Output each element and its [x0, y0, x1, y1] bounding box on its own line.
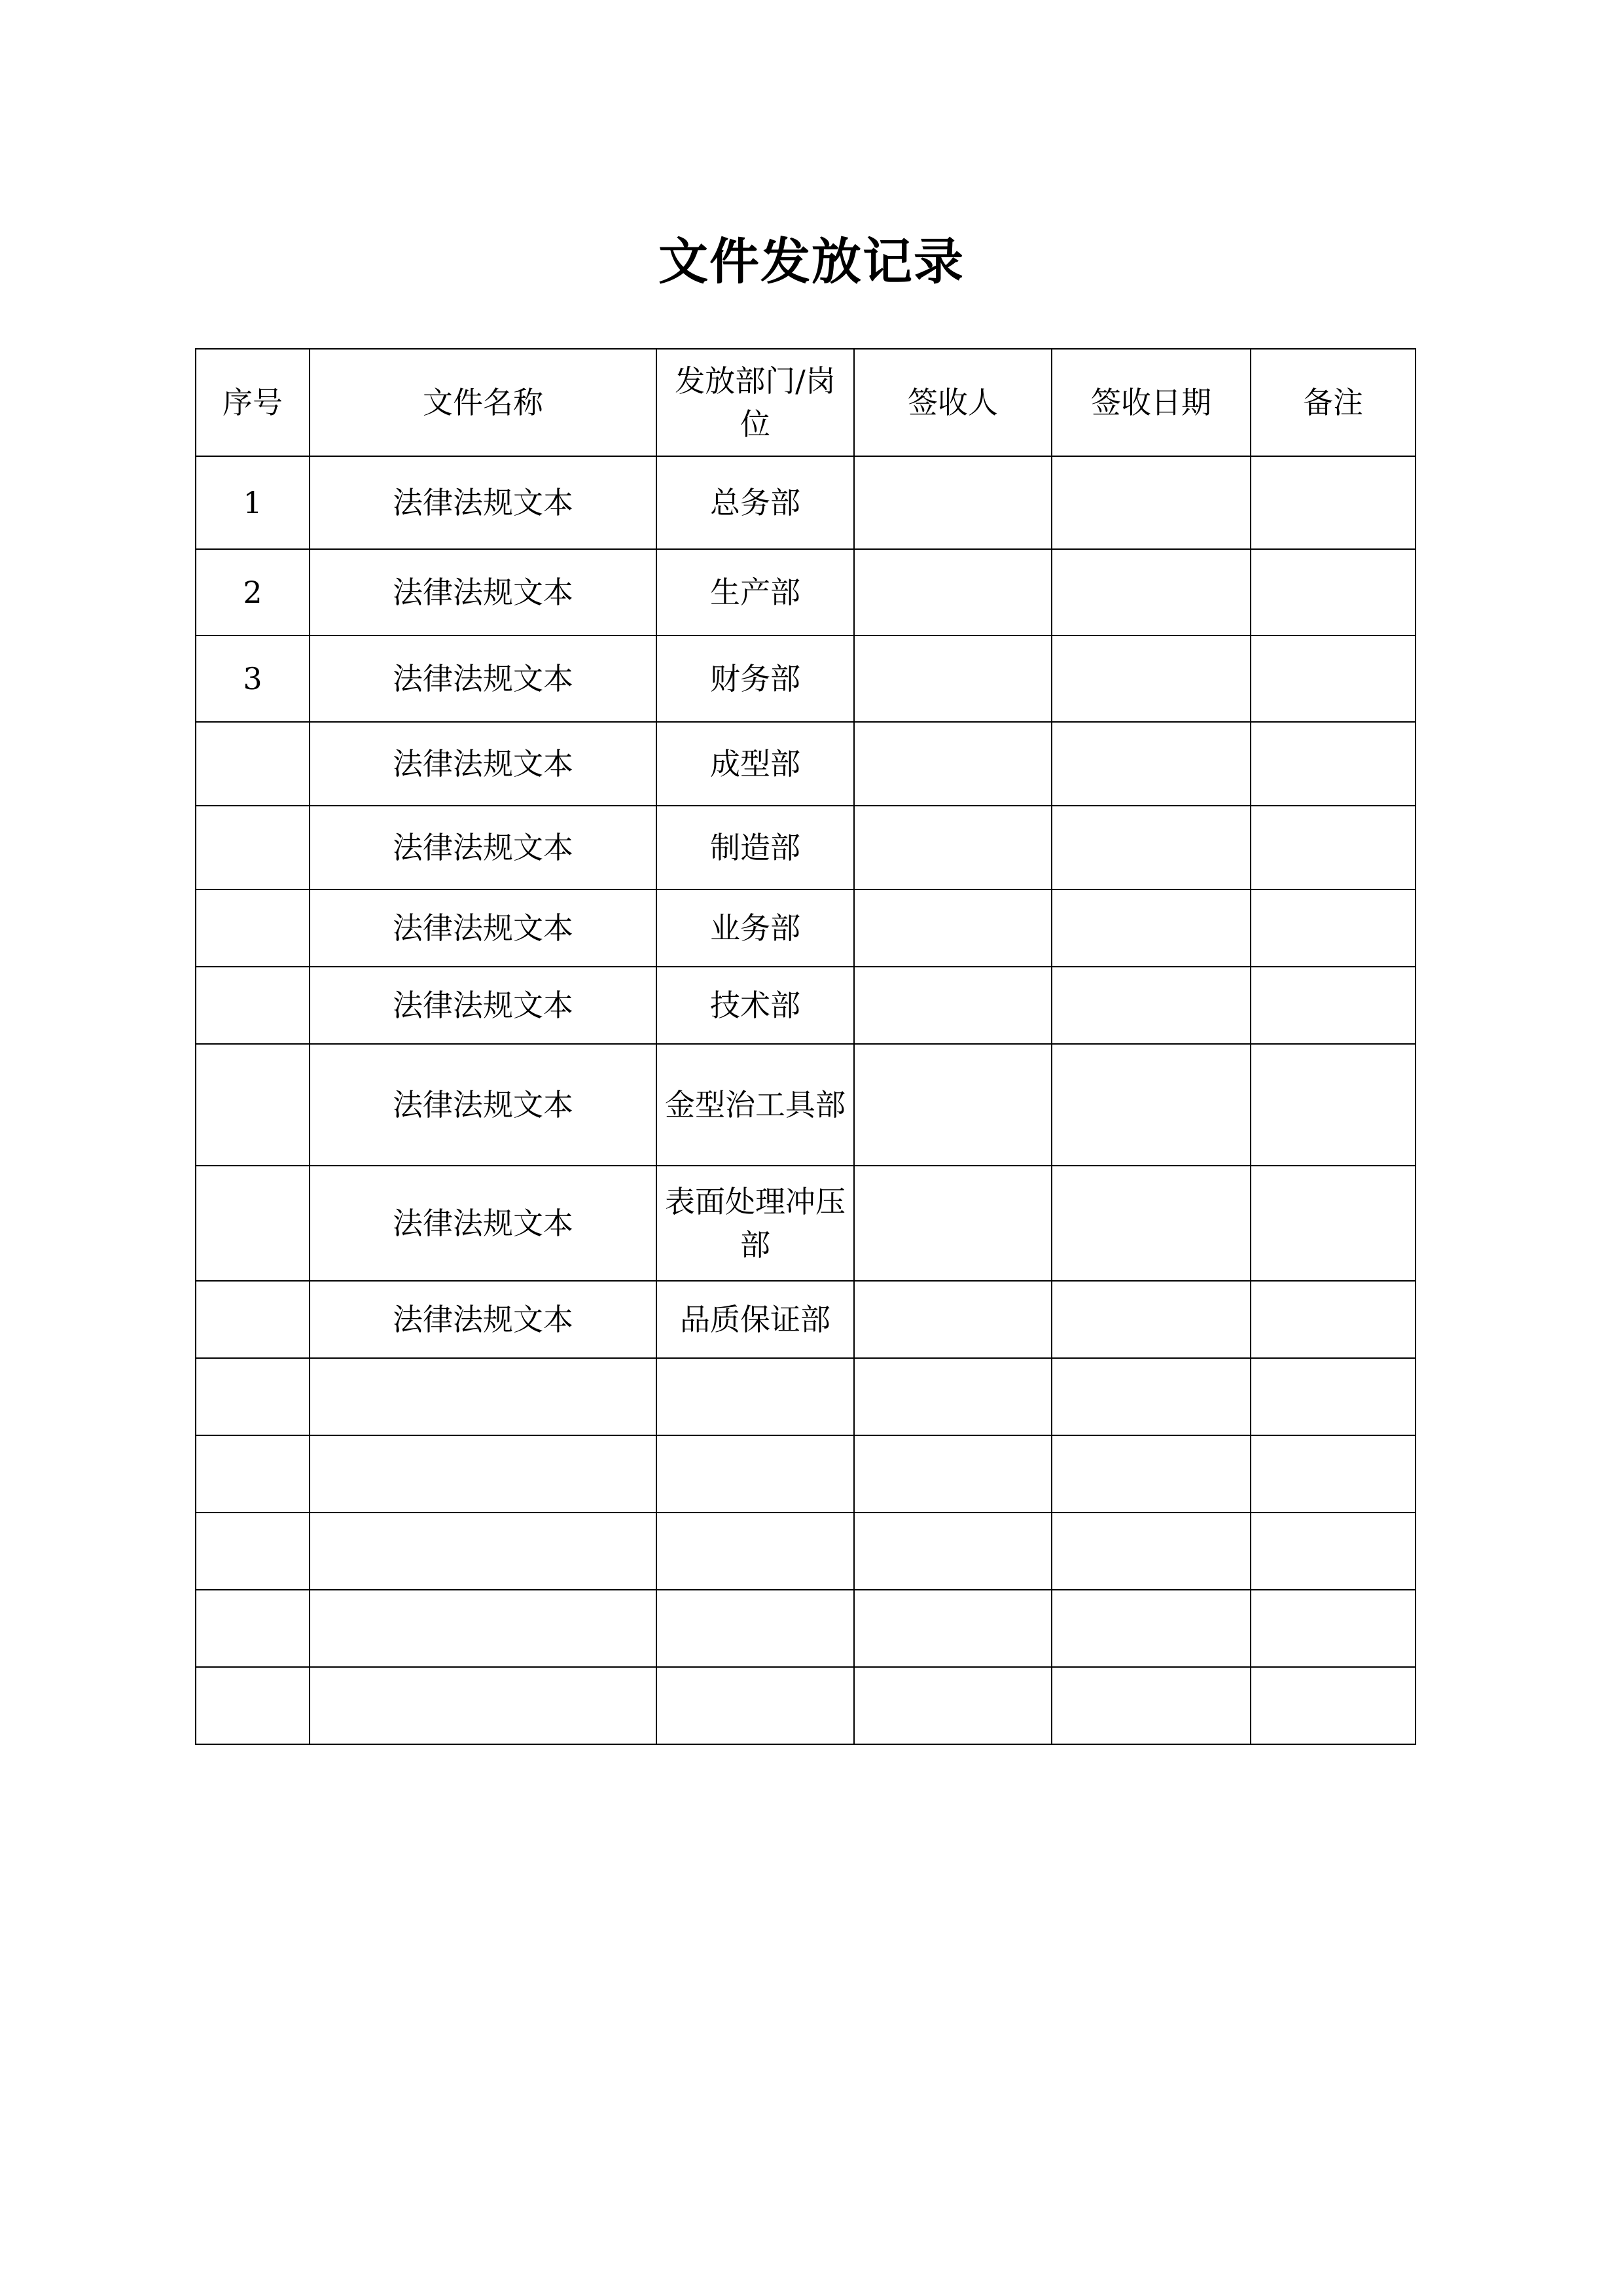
cell-file-name: 法律法规文本	[310, 1044, 656, 1166]
cell-department: 业务部	[656, 889, 854, 967]
table-row	[196, 1435, 1416, 1513]
cell-department: 技术部	[656, 967, 854, 1044]
cell-seq	[196, 722, 310, 806]
cell-sign-date	[1052, 456, 1251, 549]
table-header-row	[196, 349, 1416, 456]
cell-note	[1251, 889, 1416, 967]
cell-note	[1251, 1044, 1416, 1166]
cell-sign-date	[1052, 1590, 1251, 1667]
header-sign-date: 签收日期	[1052, 349, 1251, 456]
cell-department: 成型部	[656, 722, 854, 806]
cell-signer	[854, 722, 1052, 806]
cell-department	[656, 1358, 854, 1435]
header-seq: 序号	[196, 349, 310, 456]
cell-sign-date	[1052, 1044, 1251, 1166]
cell-note	[1251, 967, 1416, 1044]
cell-signer	[854, 1513, 1052, 1590]
cell-signer	[854, 967, 1052, 1044]
cell-seq	[196, 1166, 310, 1281]
cell-seq	[196, 806, 310, 889]
distribution-record-table	[195, 348, 1416, 1745]
cell-note	[1251, 1435, 1416, 1513]
cell-signer	[854, 1435, 1052, 1513]
cell-department: 总务部	[656, 456, 854, 549]
cell-signer	[854, 889, 1052, 967]
cell-department	[656, 1590, 854, 1667]
cell-signer	[854, 1667, 1052, 1744]
cell-department	[656, 1667, 854, 1744]
cell-file-name: 法律法规文本	[310, 806, 656, 889]
cell-department	[656, 1513, 854, 1590]
cell-file-name: 法律法规文本	[310, 456, 656, 549]
cell-note	[1251, 1358, 1416, 1435]
cell-sign-date	[1052, 1667, 1251, 1744]
table-row	[196, 806, 1416, 889]
table-row	[196, 967, 1416, 1044]
cell-seq: 2	[196, 549, 310, 636]
cell-seq	[196, 1513, 310, 1590]
cell-file-name: 法律法规文本	[310, 549, 656, 636]
cell-signer	[854, 1166, 1052, 1281]
cell-note	[1251, 1590, 1416, 1667]
cell-seq	[196, 1044, 310, 1166]
cell-sign-date	[1052, 1435, 1251, 1513]
header-signer: 签收人	[854, 349, 1052, 456]
cell-sign-date	[1052, 636, 1251, 722]
table-row	[196, 1044, 1416, 1166]
cell-note	[1251, 1166, 1416, 1281]
cell-seq	[196, 1358, 310, 1435]
cell-department: 财务部	[656, 636, 854, 722]
table-row	[196, 1590, 1416, 1667]
cell-file-name	[310, 1358, 656, 1435]
cell-sign-date	[1052, 1166, 1251, 1281]
cell-department: 生产部	[656, 549, 854, 636]
cell-file-name	[310, 1590, 656, 1667]
cell-note	[1251, 456, 1416, 549]
cell-department: 制造部	[656, 806, 854, 889]
cell-file-name	[310, 1513, 656, 1590]
cell-note	[1251, 806, 1416, 889]
header-file-name: 文件名称	[310, 349, 656, 456]
cell-sign-date	[1052, 549, 1251, 636]
cell-note	[1251, 636, 1416, 722]
cell-seq	[196, 889, 310, 967]
cell-seq: 3	[196, 636, 310, 722]
cell-department	[656, 1435, 854, 1513]
cell-department: 金型治工具部	[656, 1044, 854, 1166]
cell-seq	[196, 1590, 310, 1667]
cell-signer	[854, 1590, 1052, 1667]
cell-file-name	[310, 1435, 656, 1513]
cell-file-name	[310, 1667, 656, 1744]
cell-department: 表面处理冲压部	[656, 1166, 854, 1281]
cell-note	[1251, 1667, 1416, 1744]
cell-signer	[854, 1358, 1052, 1435]
cell-sign-date	[1052, 967, 1251, 1044]
cell-seq	[196, 1435, 310, 1513]
cell-file-name: 法律法规文本	[310, 636, 656, 722]
cell-seq	[196, 1667, 310, 1744]
cell-sign-date	[1052, 1358, 1251, 1435]
table-row	[196, 456, 1416, 549]
cell-seq: 1	[196, 456, 310, 549]
cell-file-name: 法律法规文本	[310, 1281, 656, 1358]
cell-signer	[854, 1044, 1052, 1166]
cell-signer	[854, 806, 1052, 889]
cell-file-name: 法律法规文本	[310, 722, 656, 806]
header-note: 备注	[1251, 349, 1416, 456]
cell-note	[1251, 549, 1416, 636]
page-title: 文件发放记录	[658, 232, 965, 291]
table-row	[196, 1667, 1416, 1744]
table-row	[196, 549, 1416, 636]
table-row	[196, 722, 1416, 806]
cell-sign-date	[1052, 1281, 1251, 1358]
cell-sign-date	[1052, 722, 1251, 806]
table-row	[196, 1166, 1416, 1281]
cell-note	[1251, 722, 1416, 806]
table-row	[196, 1358, 1416, 1435]
cell-sign-date	[1052, 1513, 1251, 1590]
cell-signer	[854, 1281, 1052, 1358]
cell-signer	[854, 456, 1052, 549]
cell-file-name: 法律法规文本	[310, 967, 656, 1044]
cell-sign-date	[1052, 889, 1251, 967]
cell-signer	[854, 549, 1052, 636]
cell-seq	[196, 1281, 310, 1358]
table-row	[196, 1281, 1416, 1358]
table-row	[196, 636, 1416, 722]
cell-sign-date	[1052, 806, 1251, 889]
table-row	[196, 1513, 1416, 1590]
cell-seq	[196, 967, 310, 1044]
cell-note	[1251, 1281, 1416, 1358]
cell-file-name: 法律法规文本	[310, 889, 656, 967]
header-department: 发放部门/岗位	[656, 349, 854, 456]
cell-note	[1251, 1513, 1416, 1590]
table-row	[196, 889, 1416, 967]
cell-department: 品质保证部	[656, 1281, 854, 1358]
cell-signer	[854, 636, 1052, 722]
cell-file-name: 法律法规文本	[310, 1166, 656, 1281]
